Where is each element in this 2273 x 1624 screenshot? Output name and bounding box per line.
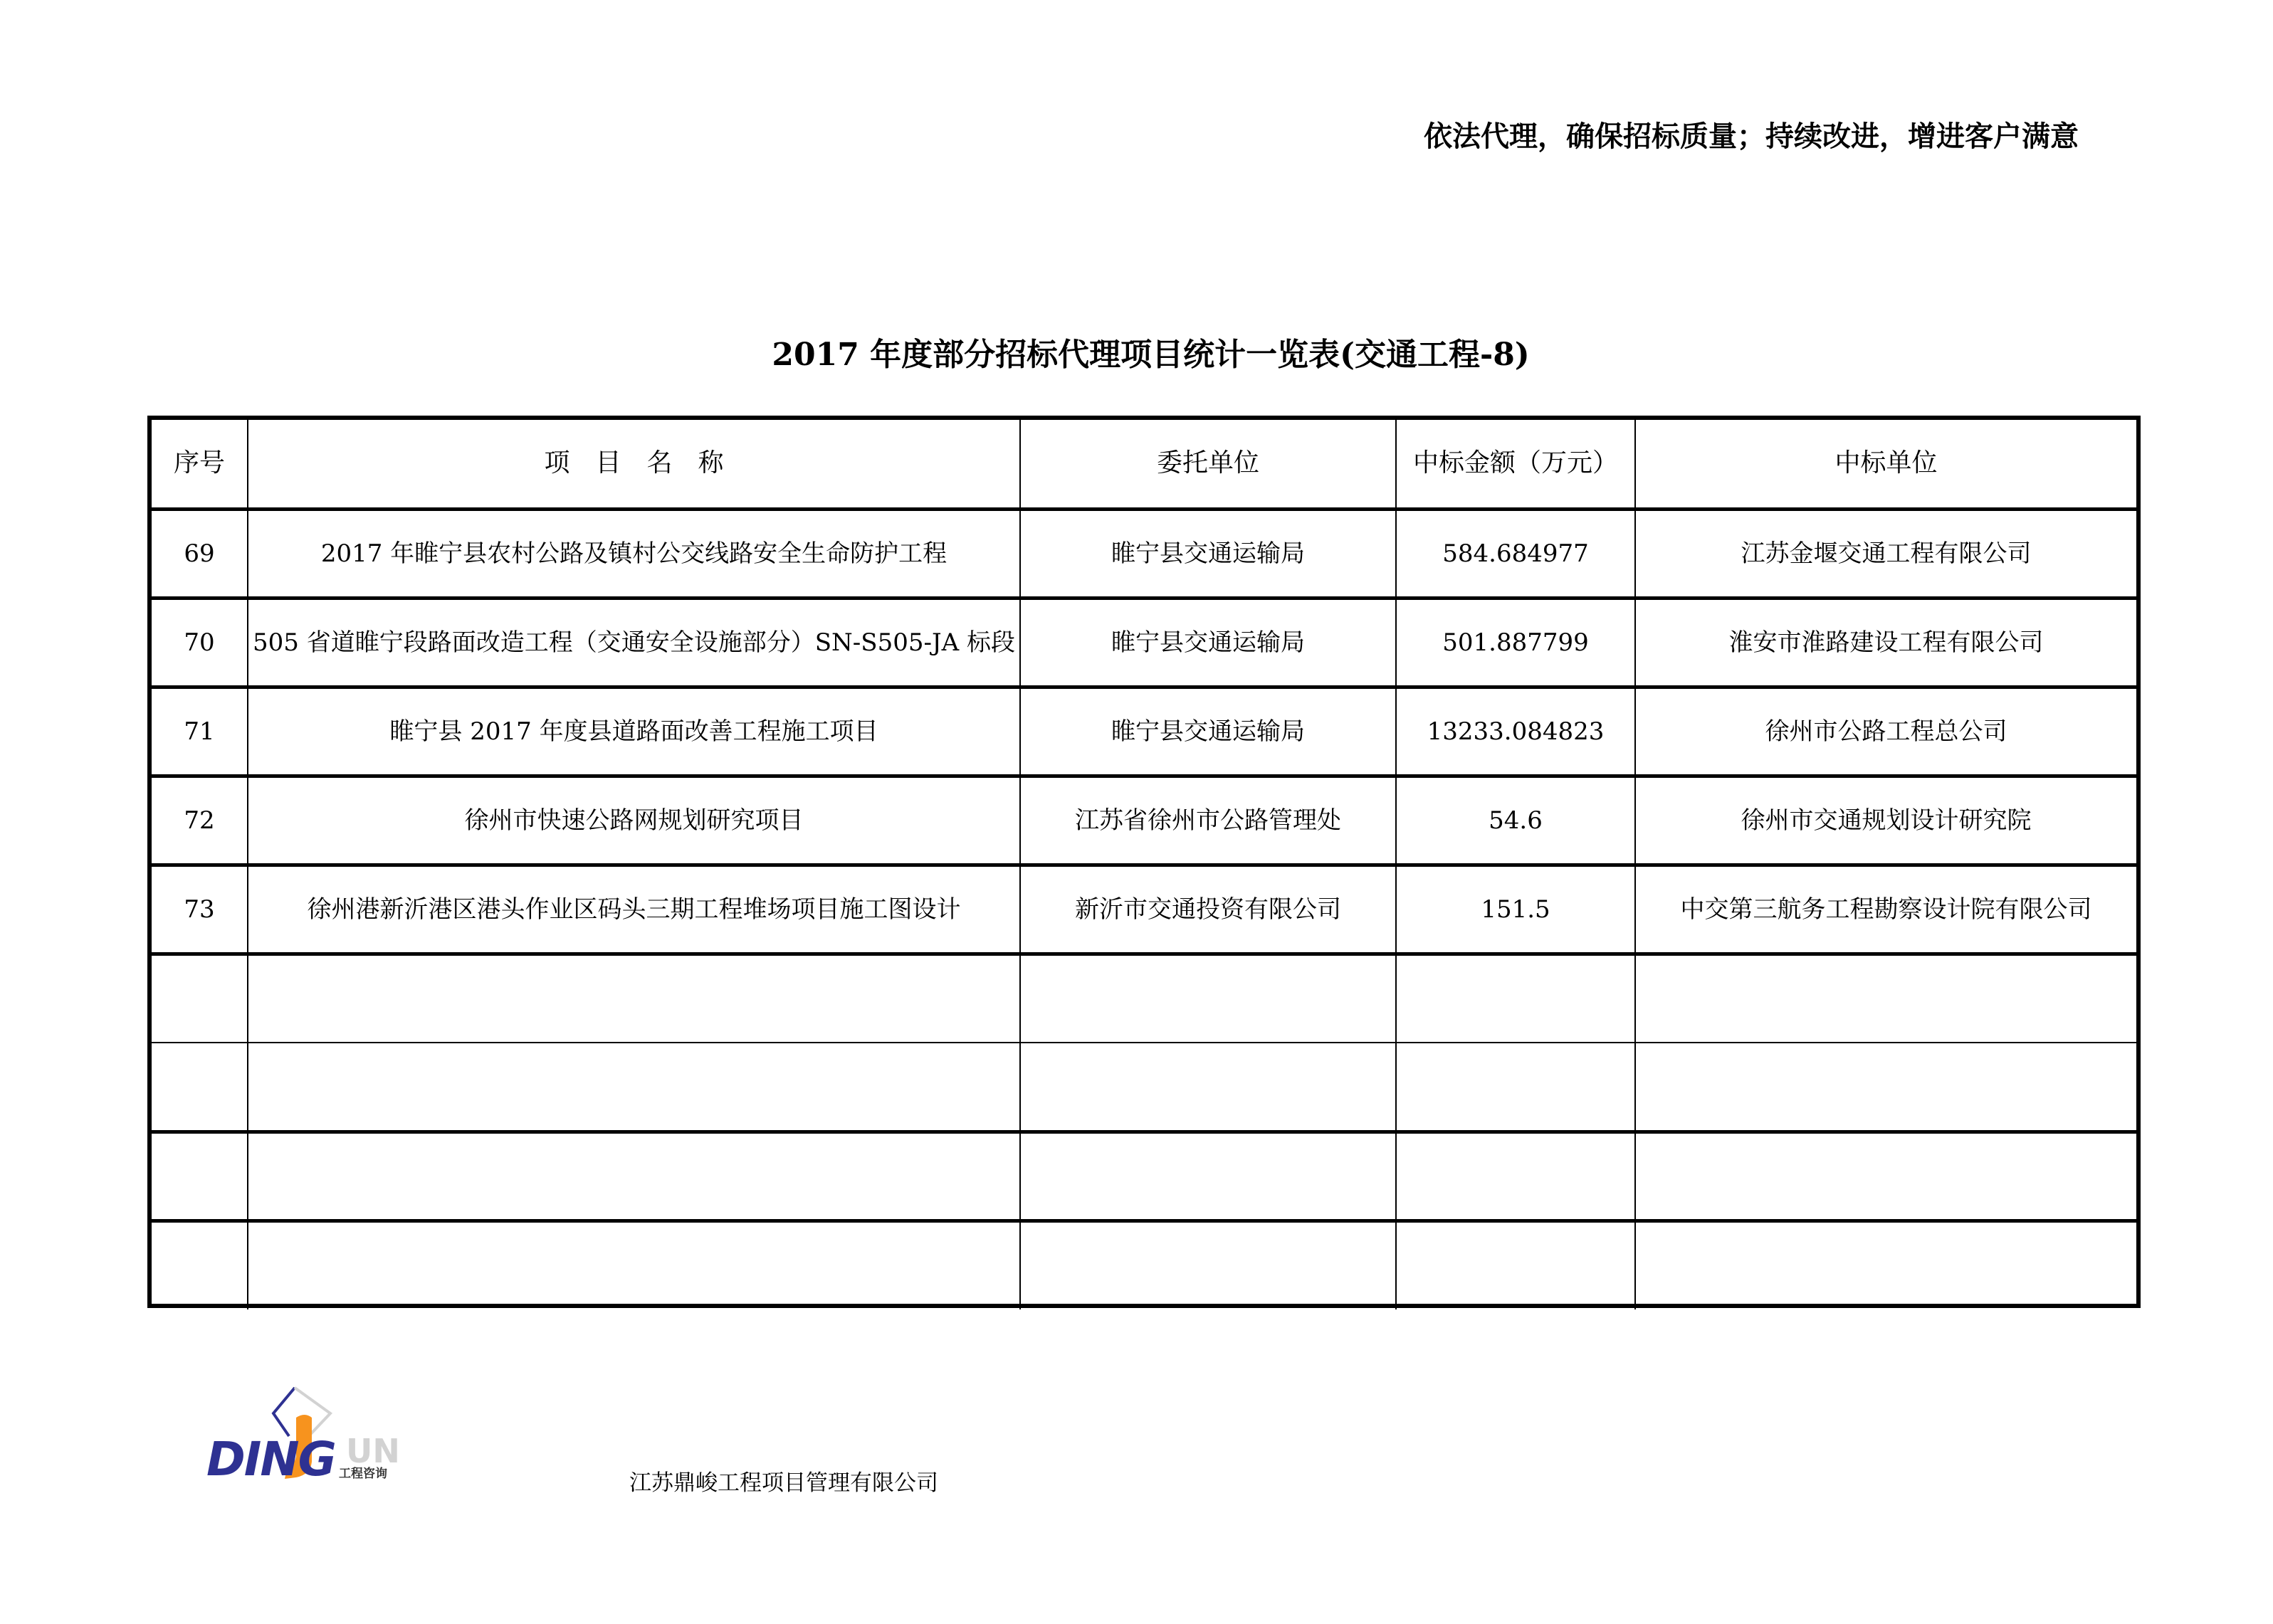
cell-project-name: 2017 年睢宁县农村公路及镇村公交线路安全生命防护工程 bbox=[248, 509, 1020, 598]
logo-text-ding: DING bbox=[206, 1432, 335, 1487]
cell-client: 睢宁县交通运输局 bbox=[1020, 687, 1396, 776]
cell-winner bbox=[1635, 1043, 2136, 1132]
header-winner: 中标单位 bbox=[1635, 420, 2136, 509]
cell-no: 72 bbox=[152, 776, 248, 865]
cell-winner: 淮安市淮路建设工程有限公司 bbox=[1635, 598, 2136, 687]
cell-amount bbox=[1396, 1132, 1635, 1220]
table-row bbox=[152, 509, 2136, 598]
cell-project-name bbox=[248, 954, 1020, 1043]
cell-amount bbox=[1396, 1043, 1635, 1132]
header-project-name: 项 目 名 称 bbox=[248, 420, 1020, 509]
table-row-empty bbox=[152, 1220, 2136, 1309]
cell-amount bbox=[1396, 1220, 1635, 1309]
cell-client bbox=[1020, 954, 1396, 1043]
document-title: 2017 年度部分招标代理项目统计一览表(交通工程-8) bbox=[772, 337, 1530, 373]
cell-amount: 151.5 bbox=[1396, 865, 1635, 954]
table-row-empty bbox=[152, 1043, 2136, 1132]
cell-project-name: 睢宁县 2017 年度县道路面改善工程施工项目 bbox=[248, 687, 1020, 776]
cell-amount: 54.6 bbox=[1396, 776, 1635, 865]
logo-text-un: UN bbox=[346, 1432, 400, 1470]
cell-no bbox=[152, 1132, 248, 1220]
cell-project-name: 徐州市快速公路网规划研究项目 bbox=[248, 776, 1020, 865]
cell-client bbox=[1020, 1132, 1396, 1220]
cell-no: 69 bbox=[152, 509, 248, 598]
company-logo bbox=[205, 1386, 400, 1487]
project-table bbox=[147, 416, 2141, 1308]
cell-client: 江苏省徐州市公路管理处 bbox=[1020, 776, 1396, 865]
cell-project-name: 徐州港新沂港区港头作业区码头三期工程堆场项目施工图设计 bbox=[248, 865, 1020, 954]
table-row bbox=[152, 865, 2136, 954]
cell-winner bbox=[1635, 1132, 2136, 1220]
cell-amount: 13233.084823 bbox=[1396, 687, 1635, 776]
cell-project-name bbox=[248, 1132, 1020, 1220]
cell-client: 新沂市交通投资有限公司 bbox=[1020, 865, 1396, 954]
cell-client bbox=[1020, 1220, 1396, 1309]
cell-winner: 徐州市公路工程总公司 bbox=[1635, 687, 2136, 776]
cell-no bbox=[152, 1220, 248, 1309]
cell-no: 71 bbox=[152, 687, 248, 776]
cell-project-name bbox=[248, 1043, 1020, 1132]
table-row bbox=[152, 598, 2136, 687]
cell-client: 睢宁县交通运输局 bbox=[1020, 509, 1396, 598]
cell-winner bbox=[1635, 954, 2136, 1043]
table-row-empty bbox=[152, 1132, 2136, 1220]
cell-amount: 501.887799 bbox=[1396, 598, 1635, 687]
cell-winner: 徐州市交通规划设计研究院 bbox=[1635, 776, 2136, 865]
table-row bbox=[152, 687, 2136, 776]
cell-project-name bbox=[248, 1220, 1020, 1309]
header-no: 序号 bbox=[152, 420, 248, 509]
cell-winner: 江苏金堰交通工程有限公司 bbox=[1635, 509, 2136, 598]
cell-no bbox=[152, 1043, 248, 1132]
cell-amount: 584.684977 bbox=[1396, 509, 1635, 598]
cell-amount bbox=[1396, 954, 1635, 1043]
cell-client bbox=[1020, 1043, 1396, 1132]
header-slogan: 依法代理，确保招标质量；持续改进，增进客户满意 bbox=[1424, 120, 2079, 153]
cell-no bbox=[152, 954, 248, 1043]
cell-no: 73 bbox=[152, 865, 248, 954]
header-client: 委托单位 bbox=[1020, 420, 1396, 509]
header-amount: 中标金额（万元） bbox=[1396, 420, 1635, 509]
cell-winner: 中交第三航务工程勘察设计院有限公司 bbox=[1635, 865, 2136, 954]
cell-no: 70 bbox=[152, 598, 248, 687]
cell-client: 睢宁县交通运输局 bbox=[1020, 598, 1396, 687]
footer-company-name: 江苏鼎峻工程项目管理有限公司 bbox=[629, 1470, 938, 1496]
cell-project-name: 505 省道睢宁段路面改造工程（交通安全设施部分）SN-S505-JA 标段 bbox=[248, 598, 1020, 687]
table-row-empty bbox=[152, 954, 2136, 1043]
cell-winner bbox=[1635, 1220, 2136, 1309]
logo-subtitle: 工程咨询 bbox=[339, 1467, 387, 1481]
table-row bbox=[152, 776, 2136, 865]
table-header-row bbox=[152, 420, 2136, 509]
